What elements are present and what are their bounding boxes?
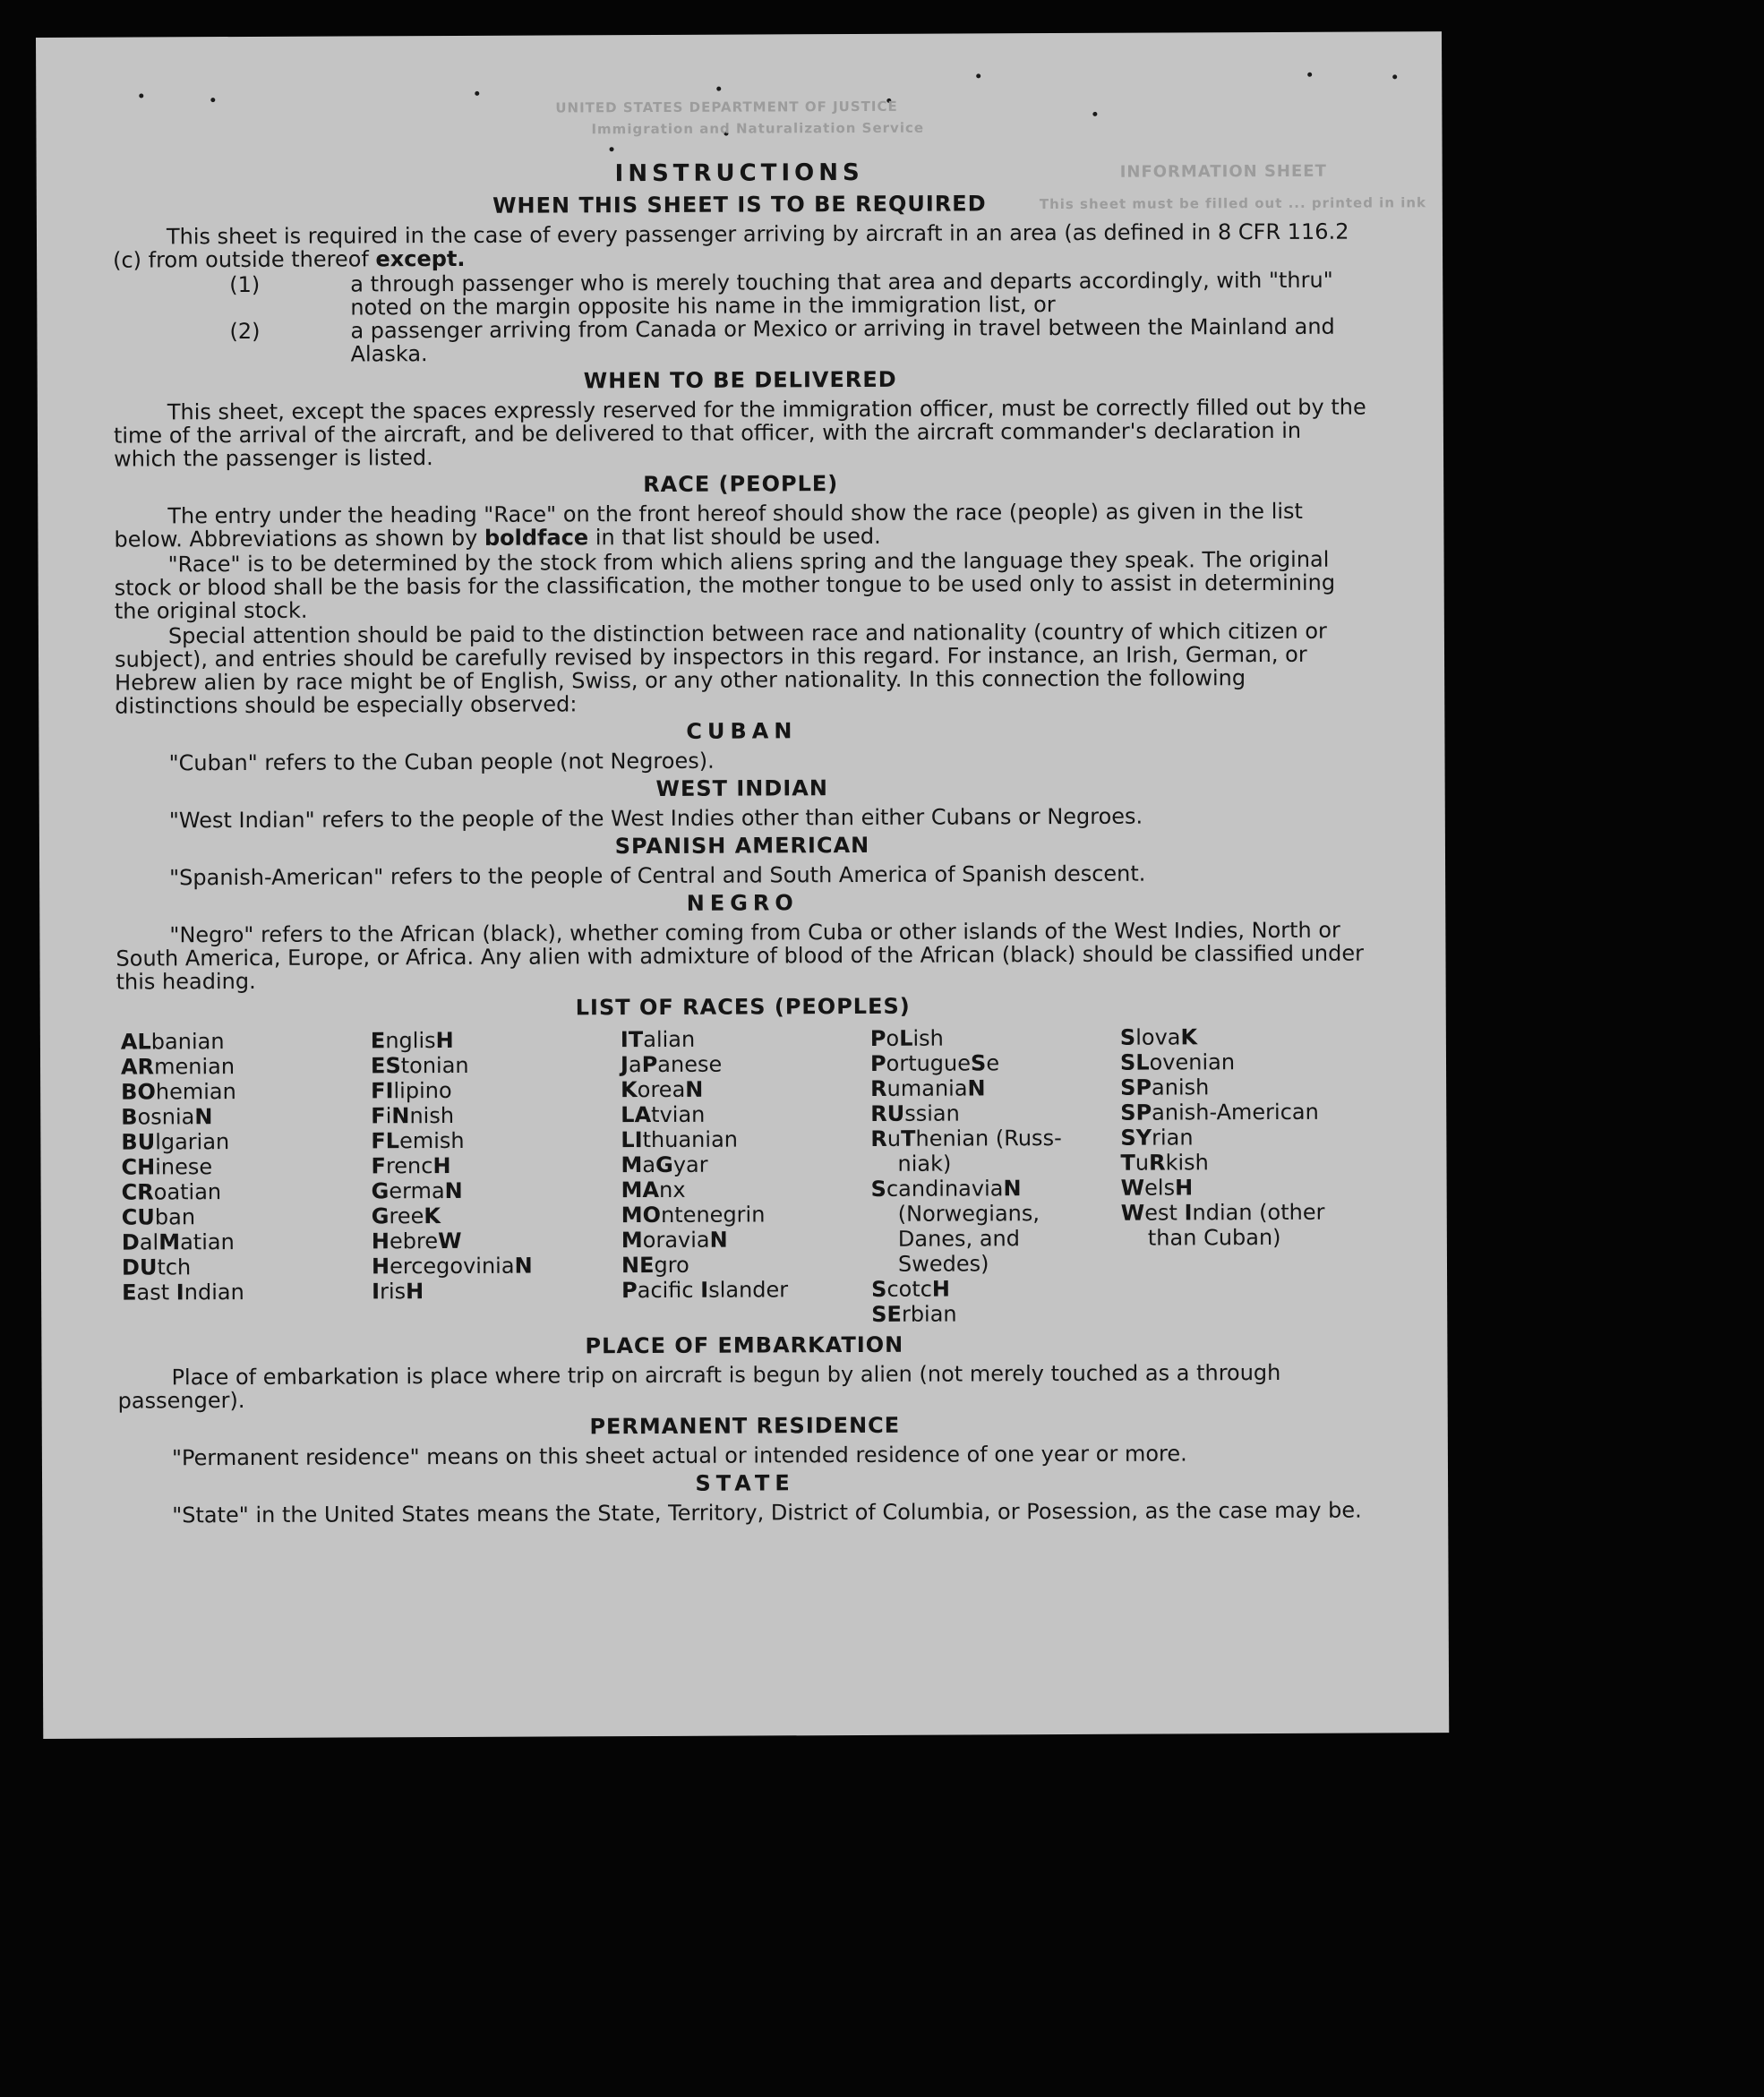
paragraph-race-3: Special attention should be paid to the distinction between race and nationality (country of which citizen or subject), and entries should be carefully revised by inspectors in this regard. For instance, an Irish, German, or Hebrew alien by race might be of English, Swiss, or any other nationality. In this connection the following distinctions should be especially observed: bbox=[114, 618, 1327, 719]
race-text: ovenian bbox=[1149, 1049, 1236, 1075]
exception-text: a through passenger who is merely touching that area and departs accordingly, with "thru" noted on the margin opposite his name in the immigration list, or bbox=[350, 267, 1333, 321]
race-abbreviation: K bbox=[1180, 1024, 1198, 1050]
race-text: slander bbox=[708, 1277, 789, 1303]
race-abbreviation: H bbox=[435, 1027, 454, 1054]
exception-item bbox=[113, 315, 1366, 367]
speck bbox=[139, 93, 143, 98]
paragraph-delivered: This sheet, except the spaces expressly reserved for the immigration officer, must be correctly filled out by the time of the arrival of the aircraft, and be delivered to that officer, with the aircraft commander's declaration in which the passenger is listed. bbox=[113, 394, 1366, 472]
races-column bbox=[870, 1025, 1121, 1327]
race-text: tch bbox=[157, 1254, 192, 1280]
race-abbreviation: R bbox=[870, 1075, 887, 1101]
race-text: renc bbox=[385, 1153, 433, 1179]
race-text: osnia bbox=[137, 1104, 195, 1130]
race-abbreviation: LI bbox=[621, 1127, 643, 1153]
paragraph-required-except: except. bbox=[375, 245, 466, 272]
race-entry bbox=[621, 1101, 870, 1127]
race-abbreviation: K bbox=[424, 1203, 441, 1229]
race-entry bbox=[621, 1026, 870, 1052]
races-column bbox=[121, 1028, 372, 1330]
race-entry bbox=[121, 1103, 371, 1129]
race-entry bbox=[871, 1201, 1121, 1227]
heading-west-indian: WEST INDIAN bbox=[655, 775, 828, 801]
race-entry bbox=[371, 1152, 621, 1178]
race-abbreviation: LA bbox=[621, 1102, 652, 1128]
race-entry bbox=[871, 1301, 1121, 1327]
race-text: anish bbox=[1151, 1074, 1210, 1100]
race-abbreviation: MA bbox=[621, 1177, 660, 1203]
race-abbreviation: FI bbox=[371, 1078, 394, 1104]
race-abbreviation: BU bbox=[121, 1129, 156, 1155]
paragraph-race-2: "Race" is to be determined by the stock from which aliens spring and the language they speak. The original stock or blood shall be the basis for the classification, the mother tongue to be used only to assist in determining the original stock. bbox=[114, 546, 1336, 624]
race-entry bbox=[870, 1050, 1120, 1076]
race-entry bbox=[1120, 1049, 1370, 1075]
paragraph-permanent-residence: "Permanent residence" means on this sheet actual or intended residence of one year or more. bbox=[171, 1441, 1187, 1471]
race-abbreviation: H bbox=[371, 1254, 390, 1280]
race-abbreviation: N bbox=[709, 1227, 728, 1253]
race-text: anish-American bbox=[1152, 1099, 1319, 1126]
race-entry bbox=[870, 1075, 1120, 1101]
race-abbreviation: S bbox=[1119, 1024, 1136, 1050]
race-entry bbox=[871, 1226, 1121, 1252]
speck bbox=[1307, 73, 1312, 77]
race-abbreviation: SP bbox=[1120, 1074, 1152, 1100]
race-entry bbox=[121, 1153, 371, 1179]
race-text: u bbox=[1135, 1150, 1150, 1176]
race-entry bbox=[1121, 1225, 1371, 1251]
race-text: est bbox=[1144, 1200, 1185, 1226]
race-entry bbox=[621, 1202, 871, 1228]
race-text: atian bbox=[179, 1229, 235, 1255]
race-text: than Cuban) bbox=[1147, 1224, 1281, 1251]
bleed-through-note: This sheet must be filled out ... printed in ink bbox=[1039, 194, 1427, 213]
paragraph-required bbox=[113, 220, 1366, 272]
speck bbox=[210, 98, 215, 102]
race-text: ris bbox=[379, 1279, 407, 1305]
race-text: oatian bbox=[153, 1179, 222, 1205]
race-text: ndian (other bbox=[1192, 1199, 1325, 1226]
race-text: nx bbox=[659, 1177, 686, 1203]
race-entry bbox=[1120, 1125, 1370, 1151]
heading-state: STATE bbox=[695, 1470, 795, 1496]
race-abbreviation: M bbox=[621, 1152, 643, 1178]
race-abbreviation: NE bbox=[621, 1253, 655, 1279]
race-entry bbox=[122, 1254, 372, 1280]
race-entry bbox=[372, 1228, 621, 1254]
race-entry bbox=[621, 1252, 871, 1278]
race-abbreviation: G bbox=[371, 1178, 390, 1204]
heading-when-delivered: WHEN TO BE DELIVERED bbox=[583, 366, 897, 394]
race-entry bbox=[1120, 1074, 1370, 1100]
race-entry bbox=[121, 1128, 371, 1154]
race-abbreviation: P bbox=[621, 1278, 638, 1304]
race-entry bbox=[122, 1203, 372, 1229]
race-text: lgarian bbox=[155, 1129, 230, 1155]
race-entry bbox=[871, 1176, 1121, 1202]
race-abbreviation: N bbox=[444, 1177, 463, 1204]
race-text: umania bbox=[886, 1075, 968, 1101]
race-text: nglis bbox=[385, 1028, 436, 1054]
race-entry bbox=[372, 1253, 621, 1279]
race-abbreviation: D bbox=[121, 1229, 140, 1255]
race-abbreviation: AR bbox=[120, 1054, 155, 1080]
race-abbreviation: SY bbox=[1120, 1125, 1152, 1151]
race-entry bbox=[372, 1203, 621, 1228]
race-text: yar bbox=[672, 1151, 708, 1177]
race-abbreviation: MO bbox=[621, 1202, 662, 1228]
race-text: rbian bbox=[901, 1301, 957, 1327]
race-text: inese bbox=[155, 1154, 213, 1180]
race-text: a bbox=[642, 1151, 656, 1178]
race-abbreviation: IT bbox=[620, 1027, 644, 1053]
race-abbreviation: M bbox=[158, 1229, 181, 1255]
heading-permanent-residence: PERMANENT RESIDENCE bbox=[589, 1412, 901, 1440]
races-column bbox=[371, 1027, 621, 1329]
race-text: Danes, and bbox=[897, 1226, 1021, 1252]
race-entry bbox=[1121, 1175, 1371, 1201]
race-text: gro bbox=[654, 1252, 689, 1279]
paragraph-negro: "Negro" refers to the African (black), whether coming from Cuba or other islands of the West Indies, North or South America, Europe, or Africa. Any alien with admixture of blood of the African (black) should be classified under this heading. bbox=[116, 917, 1364, 995]
race-abbreviation: B bbox=[121, 1104, 138, 1130]
race-text: o bbox=[886, 1025, 900, 1051]
races-column bbox=[621, 1026, 871, 1328]
race-abbreviation: R bbox=[870, 1126, 887, 1151]
race-text: ssian bbox=[904, 1100, 960, 1126]
race-text: emish bbox=[399, 1127, 465, 1154]
race-abbreviation: H bbox=[432, 1152, 451, 1179]
race-entry bbox=[871, 1251, 1121, 1277]
paragraph-cuban: "Cuban" refers to the Cuban people (not Negroes). bbox=[168, 748, 715, 776]
race-abbreviation: H bbox=[406, 1279, 424, 1305]
race-entry bbox=[621, 1076, 870, 1102]
race-abbreviation: M bbox=[621, 1228, 643, 1254]
page-title: INSTRUCTIONS bbox=[614, 158, 864, 188]
race-entry bbox=[372, 1177, 621, 1203]
race-abbreviation: E bbox=[122, 1280, 137, 1305]
speck bbox=[610, 147, 614, 151]
race-text: ish bbox=[912, 1025, 944, 1051]
race-text: Swedes) bbox=[897, 1251, 989, 1277]
race-entry bbox=[121, 1078, 371, 1104]
race-abbreviation: F bbox=[371, 1103, 386, 1129]
heading-negro: NEGRO bbox=[686, 890, 799, 916]
paragraph-embarkation: Place of embarkation is place where trip on aircraft is begun by alien (not merely touched as a through passenger). bbox=[117, 1359, 1281, 1414]
race-text: ortugue bbox=[886, 1050, 972, 1076]
race-entry bbox=[1120, 1100, 1370, 1126]
race-text: orea bbox=[637, 1076, 686, 1103]
paragraph-race-1 bbox=[114, 500, 1367, 552]
race-text: al bbox=[139, 1229, 159, 1255]
race-text: ree bbox=[389, 1203, 424, 1229]
race-abbreviation: S bbox=[871, 1276, 887, 1302]
heading-cuban: CUBAN bbox=[686, 718, 798, 744]
race-abbreviation: N bbox=[967, 1075, 986, 1101]
race-text: (Norwegians, bbox=[897, 1201, 1040, 1227]
race-abbreviation: K bbox=[621, 1077, 638, 1103]
race-entry bbox=[371, 1052, 621, 1078]
speck bbox=[716, 87, 721, 91]
race-abbreviation: W bbox=[1120, 1175, 1145, 1201]
race-entry bbox=[621, 1126, 870, 1152]
heading-race: RACE (PEOPLE) bbox=[643, 471, 839, 498]
race-abbreviation: CU bbox=[121, 1204, 155, 1230]
race-text: alian bbox=[643, 1026, 696, 1053]
speck bbox=[475, 91, 479, 96]
bleed-through-title: INFORMATION SHEET bbox=[1119, 161, 1327, 182]
race-entry bbox=[621, 1177, 871, 1203]
race-entry bbox=[1120, 1150, 1370, 1176]
race-text: tvian bbox=[651, 1101, 706, 1128]
race-entry bbox=[871, 1276, 1121, 1302]
race-abbreviation: F bbox=[371, 1153, 386, 1179]
race-abbreviation: I bbox=[700, 1277, 709, 1303]
races-column bbox=[1120, 1024, 1371, 1326]
race-text: acific bbox=[637, 1277, 701, 1304]
race-entry bbox=[621, 1227, 871, 1253]
race-abbreviation: E bbox=[370, 1028, 386, 1054]
race-entry bbox=[870, 1126, 1120, 1151]
race-text: lova bbox=[1135, 1024, 1181, 1050]
paragraph-spanish-american: "Spanish-American" refers to the people of Central and South America of Spanish descent. bbox=[169, 860, 1146, 891]
race-abbreviation: H bbox=[1174, 1175, 1194, 1201]
race-text: ast bbox=[136, 1280, 176, 1305]
exception-number: (2) bbox=[229, 318, 261, 345]
race-entry bbox=[621, 1151, 870, 1177]
race-abbreviation: W bbox=[1120, 1200, 1145, 1226]
race-text: cotc bbox=[886, 1276, 932, 1302]
race-text: candinavia bbox=[886, 1176, 1004, 1202]
race-abbreviation: DU bbox=[121, 1254, 158, 1280]
race-text: rian bbox=[1151, 1125, 1194, 1151]
race-text: oravia bbox=[642, 1227, 710, 1254]
race-text: tonian bbox=[400, 1052, 469, 1079]
race-text: e bbox=[986, 1050, 1000, 1076]
race-entry bbox=[371, 1127, 621, 1153]
race-abbreviation: I bbox=[1184, 1200, 1193, 1226]
race-1-before: The entry under the heading "Race" on the front hereof should show the race (people) as given in the list below. Abbreviations as shown by bbox=[114, 498, 1303, 552]
speck bbox=[976, 73, 980, 78]
race-entry bbox=[122, 1178, 372, 1204]
race-abbreviation: BO bbox=[121, 1079, 156, 1105]
race-abbreviation: R bbox=[1149, 1150, 1166, 1176]
exception-item bbox=[113, 269, 1366, 321]
race-entry bbox=[870, 1025, 1120, 1051]
heading-when-required: WHEN THIS SHEET IS TO BE REQUIRED bbox=[492, 191, 987, 218]
race-entry bbox=[621, 1277, 871, 1303]
race-abbreviation: S bbox=[870, 1176, 886, 1202]
race-text: lipino bbox=[393, 1077, 452, 1104]
document-sheet bbox=[36, 31, 1449, 1739]
instructions-body bbox=[113, 158, 1373, 1529]
race-abbreviation: W bbox=[438, 1228, 462, 1254]
race-abbreviation: N bbox=[514, 1253, 533, 1279]
speck bbox=[1092, 112, 1097, 116]
race-abbreviation: N bbox=[1003, 1176, 1022, 1202]
heading-list-of-races: LIST OF RACES (PEOPLES) bbox=[575, 993, 911, 1021]
race-text: menian bbox=[154, 1054, 235, 1080]
race-abbreviation: S bbox=[970, 1050, 987, 1076]
race-text: u bbox=[886, 1126, 902, 1151]
race-abbreviation: FL bbox=[371, 1128, 400, 1154]
race-1-after: in that list should be used. bbox=[595, 523, 881, 551]
race-abbreviation: I bbox=[176, 1280, 184, 1305]
race-abbreviation: RU bbox=[870, 1100, 905, 1126]
races-list bbox=[121, 1024, 1371, 1331]
race-abbreviation: T bbox=[901, 1126, 916, 1151]
race-abbreviation: CR bbox=[121, 1179, 154, 1205]
race-abbreviation: H bbox=[931, 1276, 951, 1302]
race-1-boldface: boldface bbox=[484, 525, 589, 551]
race-text: nish bbox=[409, 1102, 455, 1129]
race-abbreviation: I bbox=[372, 1279, 381, 1305]
race-text: niak) bbox=[897, 1151, 952, 1177]
paragraph-state: "State" in the United States means the State, Territory, District of Columbia, or Posession, as the case may be. bbox=[172, 1497, 1362, 1528]
race-abbreviation: SP bbox=[1120, 1100, 1152, 1126]
race-text: erma bbox=[389, 1178, 445, 1204]
race-abbreviation: AL bbox=[120, 1029, 151, 1055]
race-text: henian (Russ- bbox=[915, 1126, 1062, 1151]
speck bbox=[1392, 74, 1397, 79]
race-text: anese bbox=[657, 1051, 723, 1077]
race-text: ercegovinia bbox=[390, 1253, 515, 1280]
race-text: banian bbox=[150, 1029, 225, 1055]
race-abbreviation: T bbox=[1120, 1150, 1135, 1176]
race-abbreviation: H bbox=[371, 1228, 390, 1254]
race-abbreviation: SE bbox=[871, 1301, 902, 1327]
race-abbreviation: P bbox=[869, 1050, 886, 1076]
race-abbreviation: G bbox=[371, 1203, 390, 1229]
heading-spanish-american: SPANISH AMERICAN bbox=[614, 832, 870, 860]
race-text: ndian bbox=[184, 1279, 244, 1305]
race-entry bbox=[122, 1279, 372, 1305]
exception-text: a passenger arriving from Canada or Mexico or arriving in travel between the Mainland and Alaska. bbox=[350, 313, 1335, 367]
race-entry bbox=[372, 1278, 621, 1304]
race-text: ban bbox=[154, 1204, 196, 1230]
race-abbreviation: P bbox=[869, 1025, 886, 1051]
bleed-through-subheader: Immigration and Naturalization Service bbox=[591, 119, 925, 138]
race-entry bbox=[371, 1077, 621, 1103]
race-abbreviation: N bbox=[194, 1104, 213, 1130]
race-abbreviation: CH bbox=[121, 1154, 156, 1180]
race-abbreviation: N bbox=[391, 1103, 410, 1129]
race-entry bbox=[621, 1051, 870, 1077]
race-text: els bbox=[1144, 1175, 1176, 1201]
heading-embarkation: PLACE OF EMBARKATION bbox=[585, 1331, 904, 1359]
race-text: ntenegrin bbox=[660, 1202, 766, 1228]
race-entry bbox=[371, 1027, 621, 1053]
race-abbreviation: L bbox=[899, 1025, 913, 1051]
race-abbreviation: J bbox=[620, 1052, 629, 1078]
race-abbreviation: SL bbox=[1119, 1049, 1150, 1075]
race-abbreviation: N bbox=[685, 1076, 704, 1102]
race-text: ebre bbox=[389, 1228, 439, 1254]
race-text: a bbox=[628, 1052, 642, 1078]
race-abbreviation: G bbox=[655, 1151, 673, 1177]
race-entry bbox=[870, 1100, 1120, 1126]
race-entry bbox=[122, 1228, 372, 1254]
race-text: thuanian bbox=[642, 1126, 739, 1153]
race-text: i bbox=[385, 1103, 392, 1129]
race-entry bbox=[121, 1053, 371, 1079]
paragraph-required-text: This sheet is required in the case of every passenger arriving by aircraft in an area (as defined in 8 CFR 116.2 (c) from outside thereof bbox=[113, 218, 1349, 273]
race-abbreviation: ES bbox=[370, 1053, 401, 1079]
race-text: kish bbox=[1165, 1150, 1209, 1176]
paragraph-west-indian: "West Indian" refers to the people of the West Indies other than either Cubans or Negroes. bbox=[168, 803, 1143, 834]
bleed-through-header: UNITED STATES DEPARTMENT OF JUSTICE bbox=[555, 98, 898, 116]
race-entry bbox=[1121, 1200, 1371, 1226]
race-entry bbox=[121, 1028, 371, 1054]
race-entry bbox=[1120, 1024, 1370, 1050]
race-entry bbox=[870, 1151, 1120, 1177]
race-text: hemian bbox=[155, 1079, 236, 1105]
race-entry bbox=[371, 1102, 621, 1128]
exception-number: (1) bbox=[229, 271, 261, 298]
race-abbreviation: P bbox=[641, 1051, 658, 1078]
